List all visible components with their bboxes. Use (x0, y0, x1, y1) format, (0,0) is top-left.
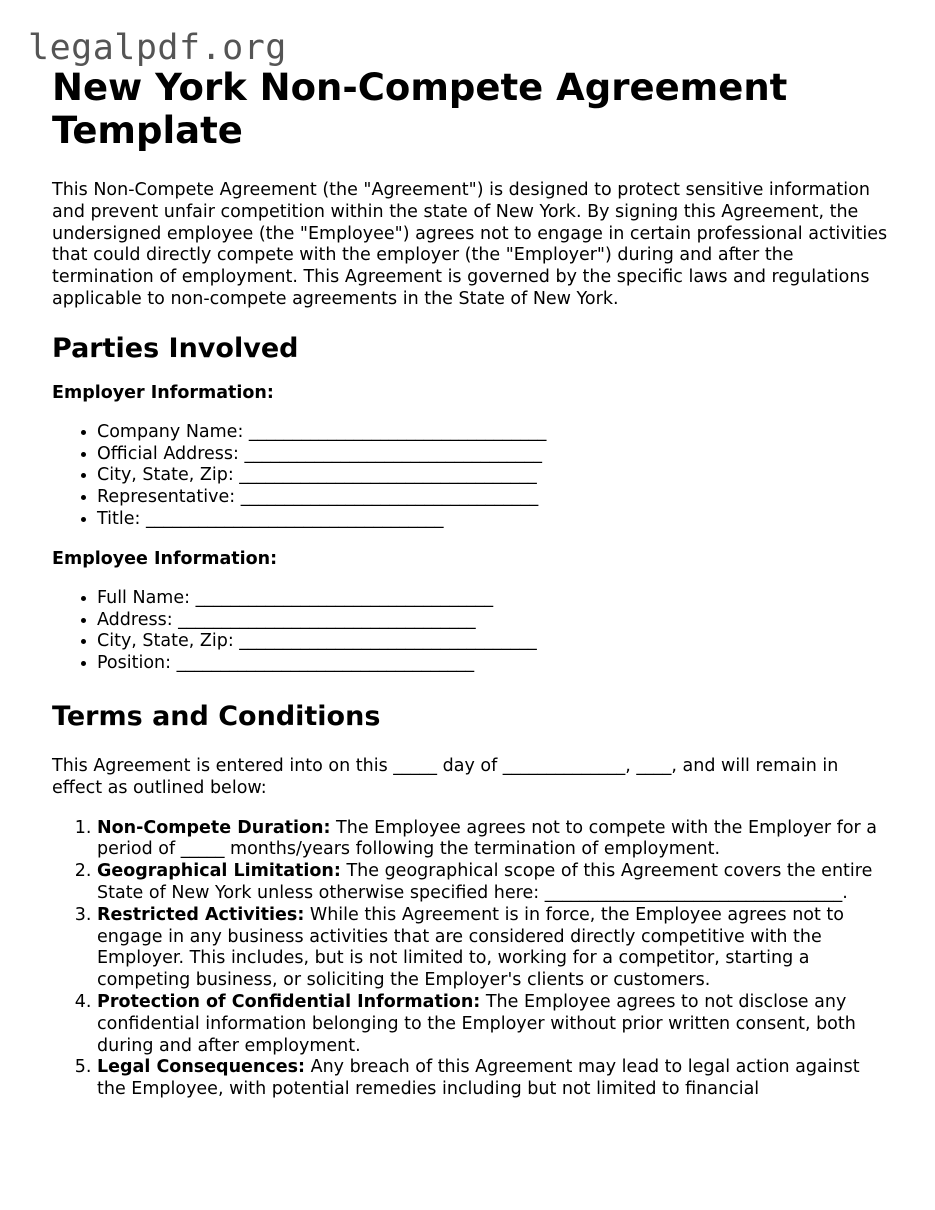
employer-representative-field[interactable]: • Representative: __________________________________ (97, 487, 892, 509)
term-label: Restricted Activities: (97, 904, 305, 925)
employee-city-state-zip-field[interactable]: • City, State, Zip: __________________________________ (97, 631, 892, 653)
term-item-legal-consequences (97, 1057, 892, 1101)
term-text: Any breach of this Agreement may lead to legal action against the Employee, with potential remedies including but not limited to financial (97, 1057, 860, 1100)
term-label: Protection of Confidential Information: (97, 991, 481, 1012)
employer-city-state-zip-field[interactable]: • City, State, Zip: __________________________________ (97, 465, 892, 487)
employee-position-field[interactable]: • Position: __________________________________ (97, 653, 892, 675)
terms-list (52, 818, 892, 1101)
term-label: Legal Consequences: (97, 1057, 306, 1078)
term-item-restricted-activities (97, 905, 892, 992)
parties-heading: Parties Involved (52, 332, 299, 364)
term-item-geographical-limitation (97, 861, 892, 905)
term-text: The Employee agrees not to compete with the Employer for a period of _____ months/years following the termination of employment. (97, 817, 878, 860)
term-text: The geographical scope of this Agreement covers the entire State of New York unless otherwise specified here: __________________________________. (97, 861, 873, 903)
term-text: The Employee agrees to not disclose any confidential information belonging to the Employer without prior written consent, both during and after employment. (97, 991, 856, 1056)
document-title: New York Non-Compete Agreement Template (52, 66, 788, 152)
employee-full-name-field[interactable]: • Full Name: __________________________________ (97, 588, 892, 610)
employer-official-address-field[interactable]: • Official Address: __________________________________ (97, 444, 892, 466)
employee-fields-list (52, 588, 892, 675)
employee-info-heading: Employee Information: (52, 548, 278, 569)
terms-intro-paragraph: This Agreement is entered into on this _____ day of ______________, ____, and will remain in effect as outlined below: (52, 755, 839, 798)
employee-address-field[interactable]: • Address: __________________________________ (97, 610, 892, 632)
employer-fields-list (52, 422, 892, 531)
term-label: Non-Compete Duration: (97, 817, 331, 838)
intro-paragraph: This Non-Compete Agreement (the "Agreement") is designed to protect sensitive information and prevent unfair competition within the state of New York. By signing this Agreement, the undersigned employee (the "Employee") agrees not to engage in certain professional activities that could directly compete with the employer (the "Employer") during and after the termination of employment. This Agreement is governed by the specific laws and regulations applicable to non-compete agreements in the State of New York. (52, 180, 888, 309)
document-page (52, 66, 892, 1101)
term-text: While this Agreement is in force, the Employee agrees not to engage in any business activities that are considered directly competitive with the Employer. This includes, but is not limited to, working for a competitor, starting a competing business, or soliciting the Employer's clients or customers. (97, 904, 844, 991)
watermark-logo: legalpdf.org (28, 28, 287, 68)
employer-info-heading: Employer Information: (52, 382, 274, 403)
employer-title-field[interactable]: • Title: __________________________________ (97, 509, 892, 531)
term-item-confidential-information (97, 992, 892, 1057)
employer-company-name-field[interactable]: • Company Name: __________________________________ (97, 422, 892, 444)
terms-heading: Terms and Conditions (52, 700, 381, 732)
term-item-non-compete-duration (97, 818, 892, 862)
term-label: Geographical Limitation: (97, 861, 341, 882)
